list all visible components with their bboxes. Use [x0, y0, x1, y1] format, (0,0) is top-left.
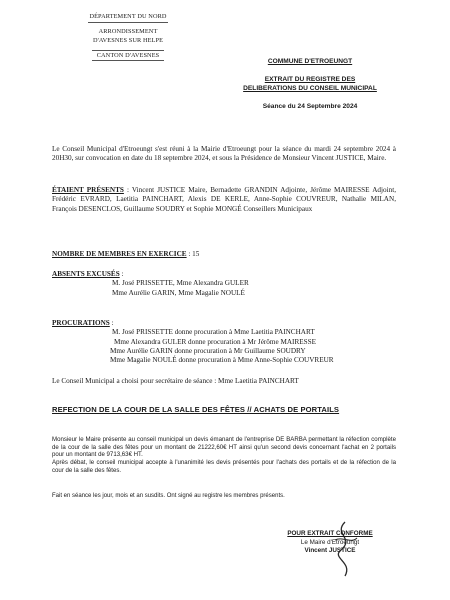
deliberation-body — [52, 436, 396, 475]
presents-label: ÉTAIENT PRÉSENTS — [52, 186, 124, 194]
procuration-item: Mme Alexandra GULER donne procuration à Mr Jérôme MAIRESSE — [114, 337, 317, 346]
deliberation-text-2: Après débat, le conseil municipal accepte à l'unanimité les devis présentés pour l'achats des portails et de la réfection de la cour de la salle des fêtes. — [52, 459, 396, 474]
commune-name: COMMUNE D'ETROEUNGT — [267, 58, 353, 65]
procurations-suffix: : — [109, 319, 114, 327]
membres-label: NOMBRE DE MEMBRES EN EXERCICE — [52, 250, 187, 258]
absents-label: ABSENTS EXCUSÉS — [52, 270, 120, 278]
deliberation-text-1: Monsieur le Maire présente au conseil municipal un devis émanant de l'entreprise DE BARBA permettant la réfection complète de la cour de la salle des fêtes pour un montant de 21222,60€ HT ainsi qu'un second devis concernant l'achat en 2 portails pour un montant de 9713,63€ HT. — [52, 436, 396, 459]
signature-role: Le Maire d'Etroeungt — [300, 538, 360, 546]
signature-block — [265, 530, 395, 556]
absents-suffix: : — [119, 270, 124, 278]
department-name: DÉPARTEMENT DU NORD — [88, 12, 168, 23]
absents-item: Mme Aurélie GARIN, Mme Magalie NOULÉ — [112, 288, 245, 297]
commune-title-block — [240, 57, 380, 111]
signature-title: POUR EXTRAIT CONFORME — [287, 530, 373, 537]
arrondissement-line-1: ARRONDISSEMENT — [98, 28, 158, 35]
closing-statement: Fait en séance les jour, mois et an susdits. Ont signé au registre les membres présents. — [52, 493, 285, 499]
procuration-item: Mme Magalie NOULÉ donne procuration à Mme Anne-Sophie COUVREUR — [110, 356, 334, 365]
department-header — [78, 12, 178, 61]
deliberation-title: REFECTION DE LA COUR DE LA SALLE DES FÊTES // ACHATS DE PORTAILS — [52, 405, 340, 414]
procuration-item: M. José PRISSETTE donne procuration à Mme Laetitia PAINCHART — [112, 328, 315, 337]
procurations-label: PROCURATIONS — [52, 319, 110, 327]
signature-name: Vincent JUSTICE — [304, 547, 356, 554]
absents-item: M. José PRISSETTE, Mme Alexandra GULER — [112, 279, 249, 288]
secretaire-paragraph: Le Conseil Municipal a choisi pour secrétaire de séance : Mme Laetitia PAINCHART — [52, 377, 299, 385]
canton-name: CANTON D'AVESNES — [92, 50, 164, 61]
presents-list: : Vincent JUSTICE Maire, Bernadette GRANDIN Adjointe, Jérôme MAIRESSE Adjoint, Frédéric EVRARD, Laetitia PAINCHART, Alexis DE KERLE, Anne-Sophie COUVREUR, Nathalie MILAN, François DESENCLOS, Guillaume SOUDRY et Sophie MONGÉ Conseillers Municipaux — [52, 186, 396, 213]
arrondissement-line-2: D'AVESNES SUR HELPE — [92, 37, 164, 44]
absents-section — [52, 270, 396, 298]
procuration-item: Mme Aurélie GARIN donne procuration à Mr Guillaume SOUDRY — [110, 346, 306, 355]
procurations-section — [52, 319, 396, 365]
extrait-line-2: DELIBERATIONS DU CONSEIL MUNICIPAL — [243, 85, 377, 92]
membres-paragraph — [52, 250, 396, 259]
presents-paragraph — [52, 186, 396, 214]
membres-count: : 15 — [186, 250, 200, 258]
seance-date: Séance du 24 Septembre 2024 — [262, 103, 358, 110]
extrait-line-1: EXTRAIT DU REGISTRE DES — [264, 76, 356, 83]
intro-paragraph: Le Conseil Municipal d'Etroeungt s'est réuni à la Mairie d'Etroeungt pour la séance du mardi 24 septembre 2024 à 20H30, sur convocation en date du 18 septembre 2024, et sous la Présidence de Monsieur Vincent JUSTICE, Maire. — [52, 145, 396, 163]
